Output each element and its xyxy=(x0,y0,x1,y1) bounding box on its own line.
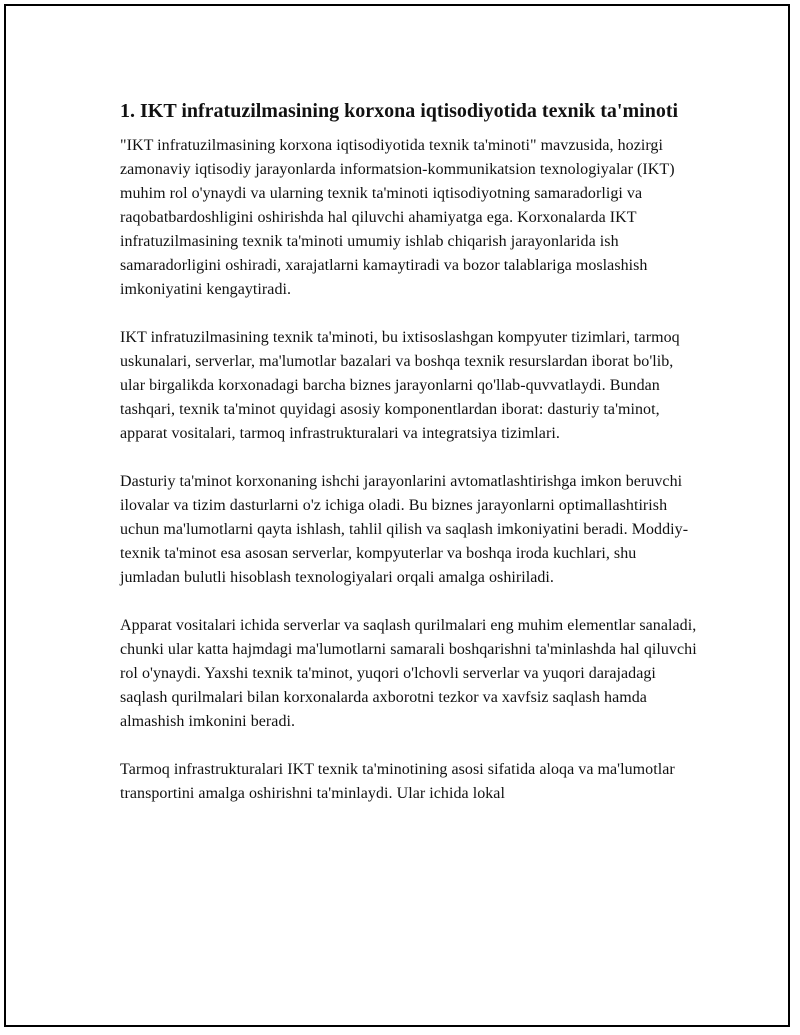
paragraph-4: Apparat vositalari ichida serverlar va saqlash qurilmalari eng muhim elementlar sanaladi, chunki ular katta hajmdagi ma'lumotlarni samarali boshqarishni ta'minlashda hal qiluvchi rol o'ynaydi. Yaxshi texnik ta'minot, yuqori o'lchovli serverlar va yuqori darajadagi saqlash qurilmalari bilan korxonalarda axborotni tezkor va xavfsiz saqlash hamda almashish imkonini beradi. xyxy=(120,617,697,730)
section-heading: 1. IKT infratuzilmasining korxona iqtisodiyotida texnik ta'minoti xyxy=(120,100,679,122)
document-body xyxy=(120,98,700,830)
paragraph-3: Dasturiy ta'minot korxonaning ishchi jarayonlarini avtomatlashtirishga imkon beruvchi ilovalar va tizim dasturlarni o'z ichiga oladi. Bu biznes jarayonlarni optimallashtirish uchun ma'lumotlarni qayta ishlash, tahlil qilish va saqlash imkoniyatini beradi. Moddiy-texnik ta'minot esa asosan serverlar, kompyuterlar va boshqa iroda kuchlari, shu jumladan bulutli hisoblash texnologiyalari orqali amalga oshiriladi. xyxy=(120,473,689,586)
document-page xyxy=(4,4,790,1027)
paragraph-1: "IKT infratuzilmasining korxona iqtisodiyotida texnik ta'minoti" mavzusida, hozirgi zamonaviy iqtisodiy jarayonlarda informatsion-kommunikatsion texnologiyalar (IKT) muhim rol o'ynaydi va ularning texnik ta'minoti iqtisodiyotning samaradorligi va raqobatbardoshligini oshirishda hal qiluvchi ahamiyatga ega. Korxonalarda IKT infratuzilmasining texnik ta'minoti umumiy ishlab chiqarish jarayonlarida ish samaradorligini oshiradi, xarajatlarni kamaytiradi va bozor talablariga moslashish imkoniyatini kengaytiradi. xyxy=(120,137,675,298)
paragraph-2: IKT infratuzilmasining texnik ta'minoti, bu ixtisoslashgan kompyuter tizimlari, tarmoq uskunalari, serverlar, ma'lumotlar bazalari va boshqa texnik resurslardan iborat bo'lib, ular birgalikda korxonadagi barcha biznes jarayonlarni qo'llab-quvvatlaydi. Bundan tashqari, texnik ta'minot quyidagi asosiy komponentlardan iborat: dasturiy ta'minot, apparat vositalari, tarmoq infrastrukturalari va integratsiya tizimlari. xyxy=(120,329,680,442)
paragraph-5: Tarmoq infrastrukturalari IKT texnik ta'minotining asosi sifatida aloqa va ma'lumotlar transportini amalga oshirishni ta'minlaydi. Ular ichida lokal xyxy=(120,761,675,802)
